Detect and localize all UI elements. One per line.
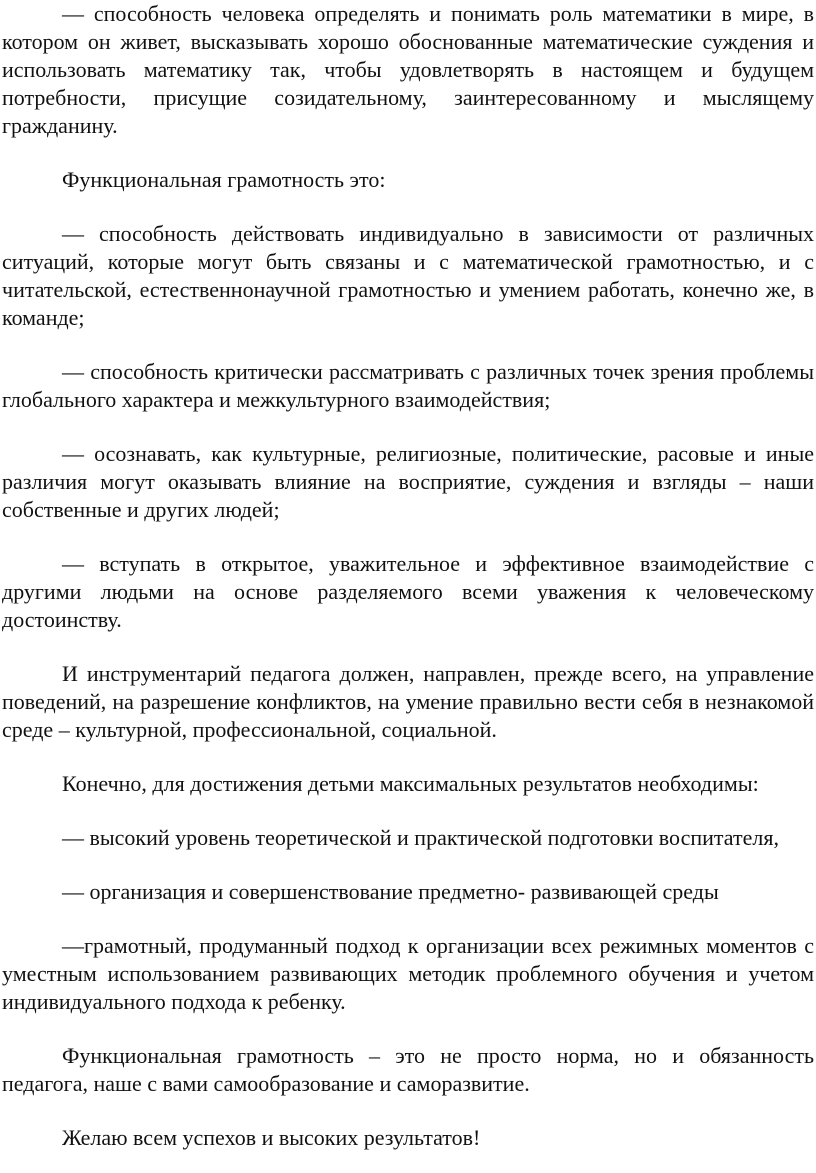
paragraph-requirements-intro: Конечно, для достижения детьми максимальных результатов необходимы: [62,771,759,796]
paragraph-developing-environment: — организация и совершенствование предметно- развивающей среды [62,879,719,904]
paragraph-teacher-toolkit: И инструментарий педагога должен, направлен, прежде всего, на управление поведений, на разрешение конфликтов, на умение правильно вести себя в незнакомой среде – культурной, профессиональной, социальной. [2,661,814,742]
paragraph-literacy-duty: Функциональная грамотность – это не просто норма, но и обязанность педагога, наше с вами самообразование и саморазвитие. [2,1043,814,1096]
paragraph-act-individually: — способность действовать индивидуально в зависимости от различных ситуаций, которые могут быть связаны и с математической грамотностью, и с читательской, естественнонаучной грамотностью и умением работать, конечно же, в команде; [2,221,814,330]
paragraph-math-literacy-definition: — способность человека определять и понимать роль математики в мире, в котором он живет, высказывать хорошо обоснованные математические суждения и использовать математику так, чтобы удовлетворять в настоящем и будущем потребности, присущие созидательному, заинтересованному и мыслящему гражданину. [2,1,814,138]
paragraph-closing-wish: Желаю всем успехов и высоких результатов! [62,1125,481,1150]
paragraph-teacher-training: — высокий уровень теоретической и практической подготовки воспитателя, [62,825,779,850]
paragraph-competent-approach: —грамотный, продуманный подход к организации всех режимных моментов с уместным использованием развивающих методик проблемного обучения и учетом индивидуального подхода к ребенку. [2,933,814,1014]
paragraph-open-interaction: — вступать в открытое, уважительное и эффективное взаимодействие с другими людьми на основе разделяемого всеми уважения к человеческому достоинству. [2,551,814,632]
paragraph-functional-literacy-heading: Функциональная грамотность это: [62,167,386,192]
paragraph-awareness-of-differences: — осознавать, как культурные, религиозные, политические, расовые и иные различия могут оказывать влияние на восприятие, суждения и взгляды – наши собственные и других людей; [2,441,814,522]
paragraph-critical-thinking: — способность критически рассматривать с различных точек зрения проблемы глобального характера и межкультурного взаимодействия; [2,359,814,412]
